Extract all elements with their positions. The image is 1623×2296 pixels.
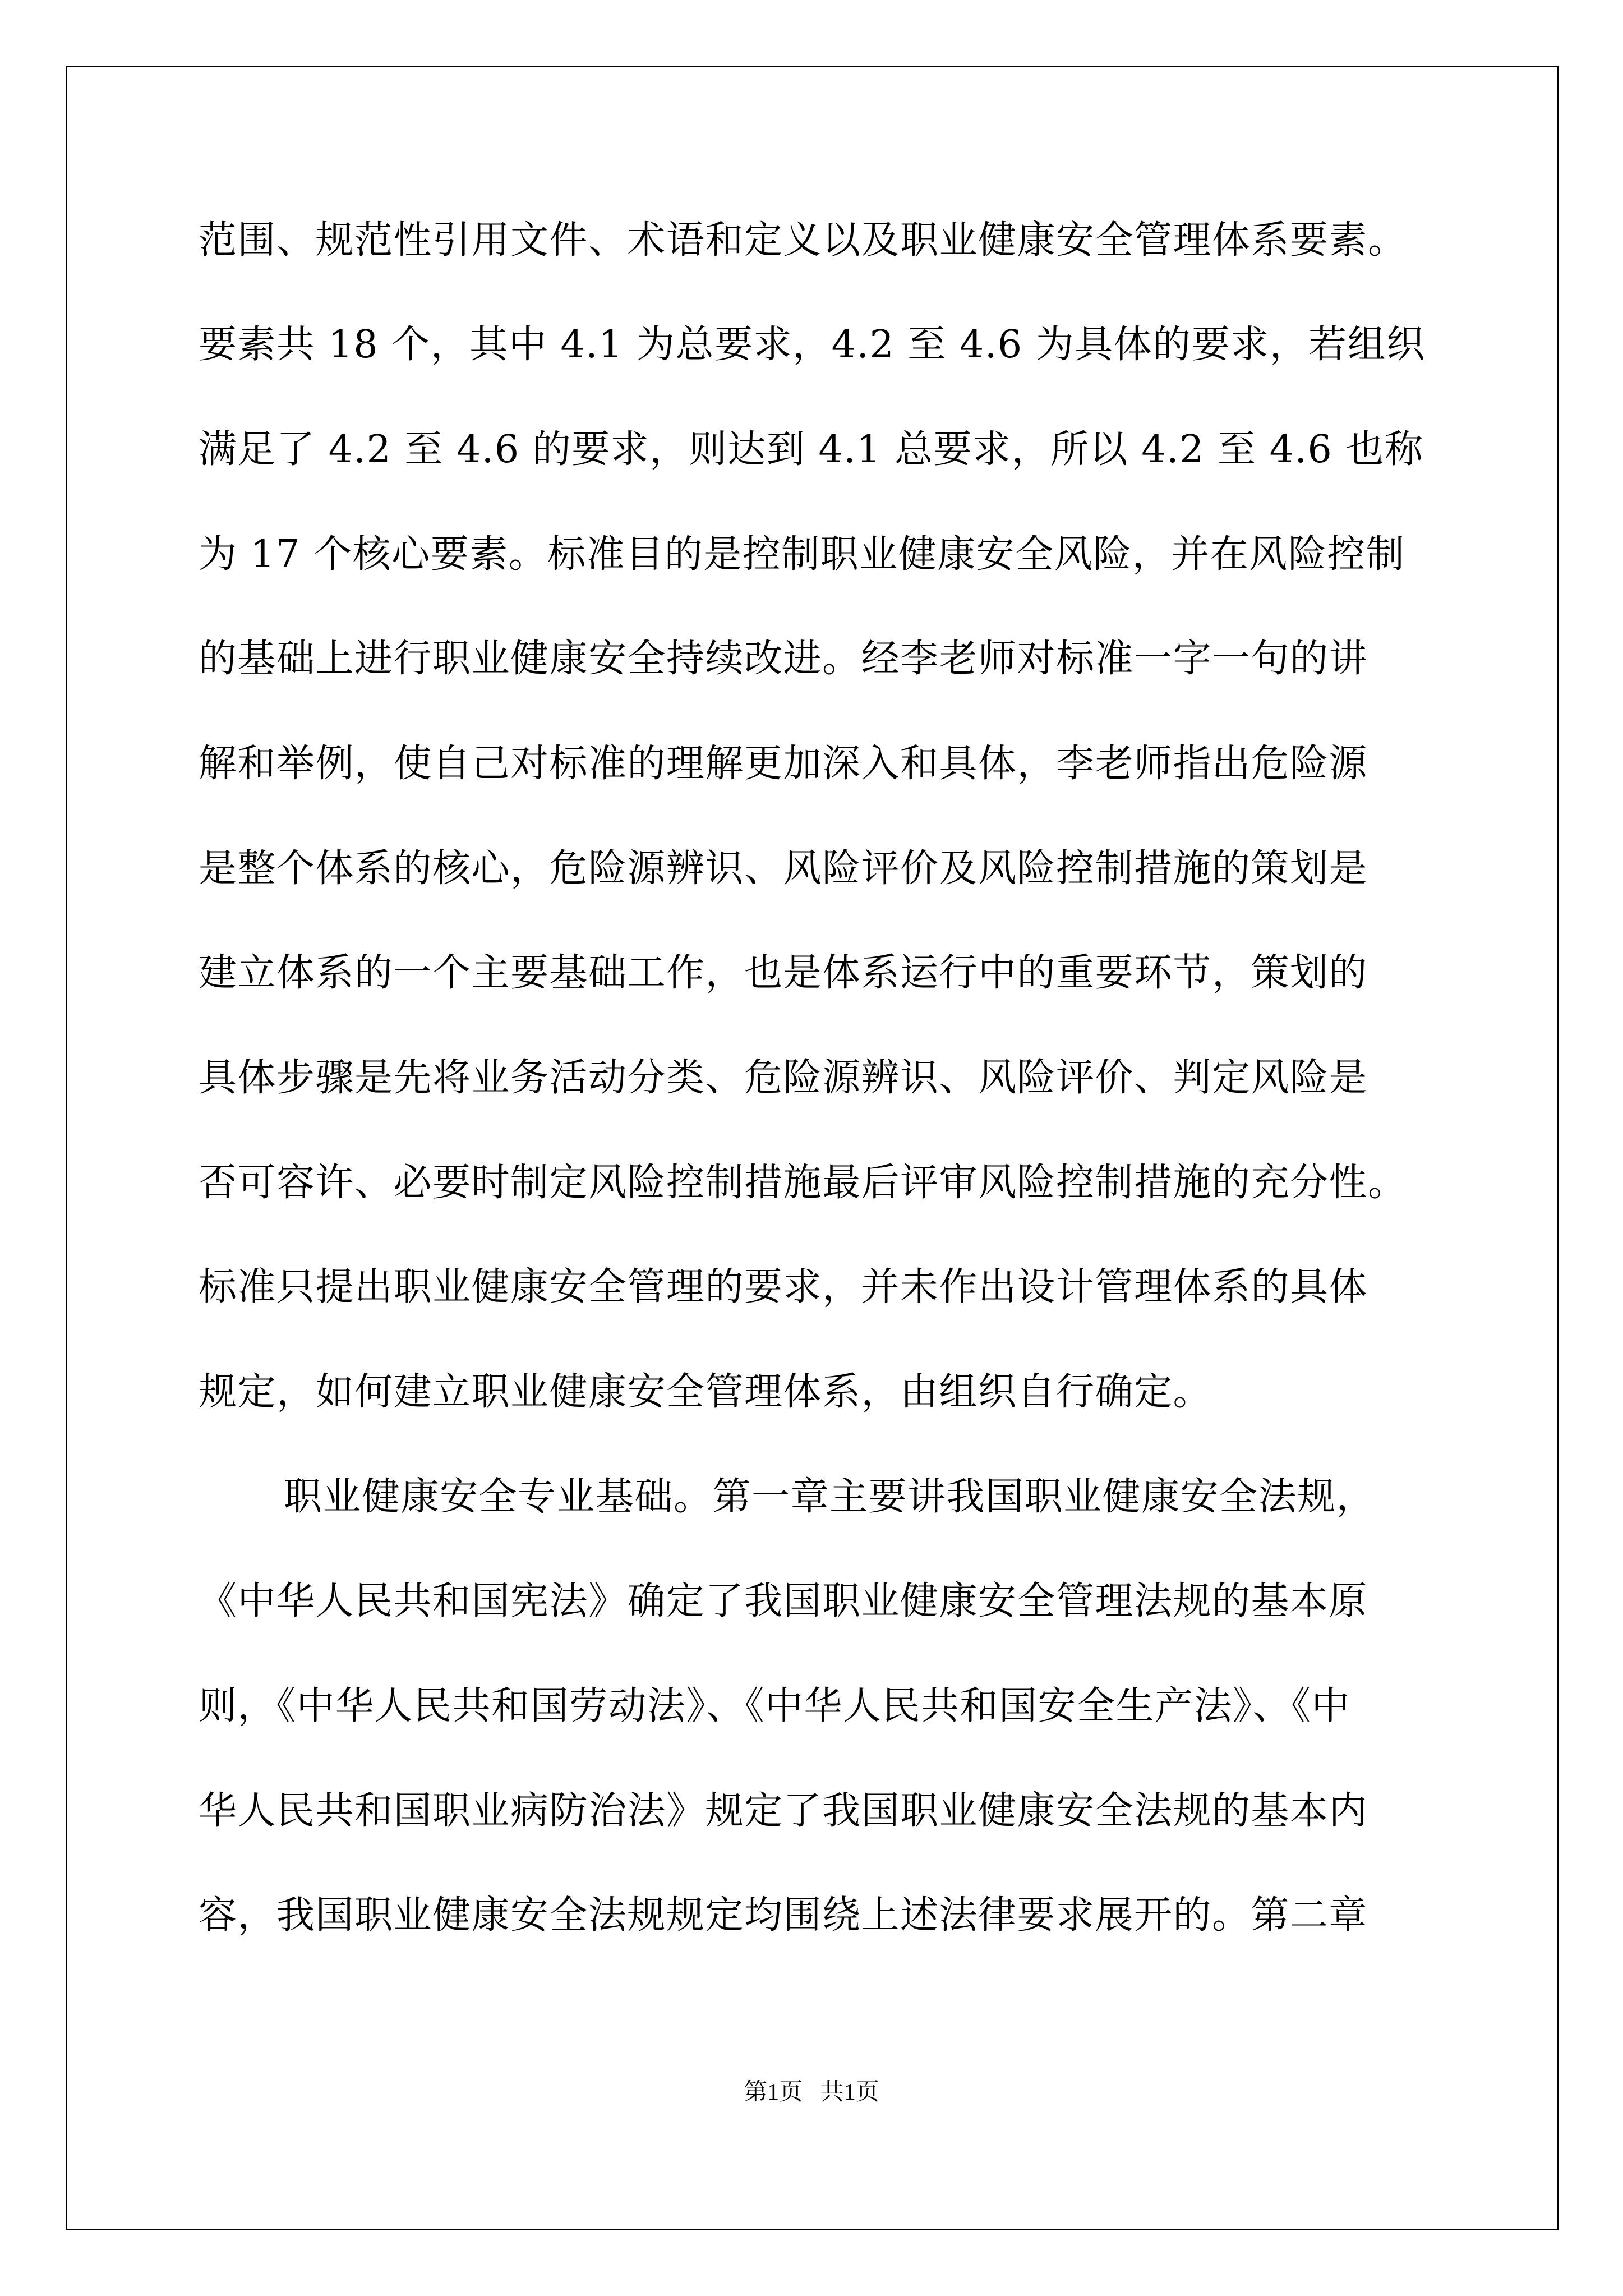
text-line: 《中华人民共和国宪法》确定了我国职业健康安全管理法规的基本原 — [199, 1579, 1368, 1623]
text-line: 则，《中华人民共和国劳动法》、《中华人民共和国安全生产法》、《中 — [199, 1684, 1351, 1728]
text-line: 具体步骤是先将业务活动分类、危险源辨识、风险评价、判定风险是 — [199, 1056, 1368, 1100]
text-line: 解和举例，使自己对标准的理解更加深入和具体，李老师指出危险源 — [199, 742, 1368, 786]
text-line: 容，我国职业健康安全法规规定均围绕上述法律要求展开的。第二章 — [199, 1893, 1368, 1938]
text-line: 为 17 个核心要素。标准目的是控制职业健康安全风险，并在风险控制 — [199, 532, 1405, 577]
text-line: 满足了 4.2 至 4.6 的要求，则达到 4.1 总要求，所以 4.2 至 4.6 也称 — [199, 427, 1424, 472]
text-line: 的基础上进行职业健康安全持续改进。经李老师对标准一字一句的讲 — [199, 637, 1368, 681]
page-footer: 第1页 共1页 — [744, 2079, 879, 2105]
text-line: 标准只提出职业健康安全管理的要求，并未作出设计管理体系的具体 — [199, 1265, 1368, 1309]
text-line: 是整个体系的核心，危险源辨识、风险评价及风险控制措施的策划是 — [199, 846, 1368, 891]
text-line: 华人民共和国职业病防治法》规定了我国职业健康安全法规的基本内 — [199, 1789, 1368, 1833]
text-line: 否可容许、必要时制定风险控制措施最后评审风险控制措施的充分性。 — [199, 1161, 1407, 1205]
text-line: 职业健康安全专业基础。第一章主要讲我国职业健康安全法规， — [284, 1475, 1376, 1519]
text-line: 建立体系的一个主要基础工作，也是体系运行中的重要环节，策划的 — [199, 951, 1368, 995]
text-line: 要素共 18 个，其中 4.1 为总要求，4.2 至 4.6 为具体的要求，若组织 — [199, 323, 1426, 367]
text-line: 规定，如何建立职业健康安全管理体系，由组织自行确定。 — [199, 1370, 1212, 1414]
text-line: 范围、规范性引用文件、术语和定义以及职业健康安全管理体系要素。 — [199, 218, 1407, 263]
